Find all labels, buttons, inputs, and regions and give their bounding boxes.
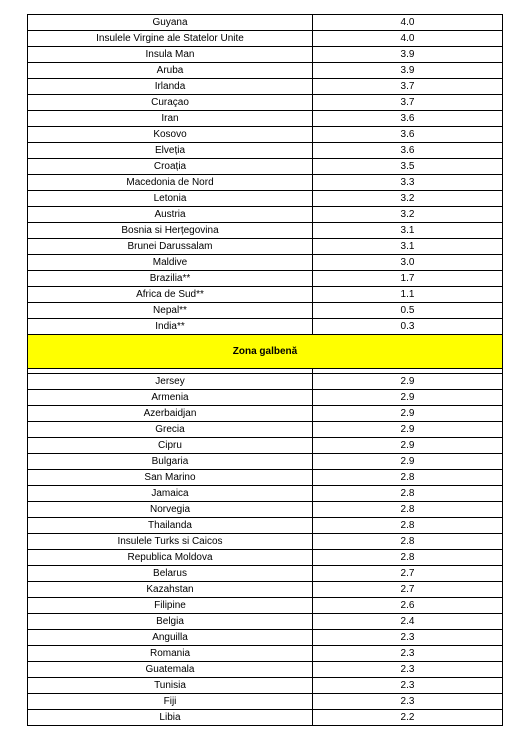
country-rate-table xyxy=(27,14,503,726)
value-cell: 2.8 xyxy=(313,534,503,550)
value-cell: 2.6 xyxy=(313,598,503,614)
country-cell: Insula Man xyxy=(28,47,313,63)
table-row xyxy=(28,191,503,207)
value-cell: 2.3 xyxy=(313,662,503,678)
value-cell: 2.8 xyxy=(313,486,503,502)
country-cell: Maldive xyxy=(28,255,313,271)
country-cell: Anguilla xyxy=(28,630,313,646)
value-cell: 3.6 xyxy=(313,111,503,127)
table-row xyxy=(28,454,503,470)
table-row xyxy=(28,646,503,662)
country-cell: Curaçao xyxy=(28,95,313,111)
section-title: Zona galbenă xyxy=(28,335,503,369)
value-cell: 3.2 xyxy=(313,191,503,207)
table-row xyxy=(28,486,503,502)
table-row xyxy=(28,438,503,454)
value-cell: 3.6 xyxy=(313,143,503,159)
value-cell: 3.5 xyxy=(313,159,503,175)
country-cell: Aruba xyxy=(28,63,313,79)
value-cell: 3.0 xyxy=(313,255,503,271)
table-row xyxy=(28,582,503,598)
country-cell: Letonia xyxy=(28,191,313,207)
table-row xyxy=(28,502,503,518)
table-row xyxy=(28,175,503,191)
value-cell: 4.0 xyxy=(313,31,503,47)
table-row xyxy=(28,319,503,335)
table-row xyxy=(28,15,503,31)
table-row xyxy=(28,207,503,223)
value-cell: 2.9 xyxy=(313,374,503,390)
country-cell: Bulgaria xyxy=(28,454,313,470)
table-row xyxy=(28,662,503,678)
country-cell: Filipine xyxy=(28,598,313,614)
top-rows xyxy=(28,15,503,335)
value-cell: 3.6 xyxy=(313,127,503,143)
country-cell: Insulele Turks si Caicos xyxy=(28,534,313,550)
table-row xyxy=(28,614,503,630)
table-row xyxy=(28,287,503,303)
table-row xyxy=(28,271,503,287)
table-row xyxy=(28,710,503,726)
value-cell: 2.9 xyxy=(313,454,503,470)
country-cell: Azerbaidjan xyxy=(28,406,313,422)
table-row xyxy=(28,470,503,486)
value-cell: 1.1 xyxy=(313,287,503,303)
value-cell: 2.8 xyxy=(313,550,503,566)
country-cell: Insulele Virgine ale Statelor Unite xyxy=(28,31,313,47)
table-row xyxy=(28,678,503,694)
table-row xyxy=(28,630,503,646)
country-cell: Nepal** xyxy=(28,303,313,319)
value-cell: 2.3 xyxy=(313,630,503,646)
country-cell: Austria xyxy=(28,207,313,223)
value-cell: 0.3 xyxy=(313,319,503,335)
table-row xyxy=(28,47,503,63)
country-cell: Fiji xyxy=(28,694,313,710)
country-cell: Tunisia xyxy=(28,678,313,694)
table-row xyxy=(28,422,503,438)
table-row xyxy=(28,694,503,710)
value-cell: 2.8 xyxy=(313,518,503,534)
country-cell: Republica Moldova xyxy=(28,550,313,566)
country-cell: Iran xyxy=(28,111,313,127)
value-cell: 2.8 xyxy=(313,502,503,518)
table-row xyxy=(28,550,503,566)
country-cell: Belarus xyxy=(28,566,313,582)
value-cell: 2.4 xyxy=(313,614,503,630)
country-cell: Brazilia** xyxy=(28,271,313,287)
country-cell: Brunei Darussalam xyxy=(28,239,313,255)
table-row xyxy=(28,303,503,319)
value-cell: 1.7 xyxy=(313,271,503,287)
country-cell: Guatemala xyxy=(28,662,313,678)
country-cell: Africa de Sud** xyxy=(28,287,313,303)
country-cell: Irlanda xyxy=(28,79,313,95)
value-cell: 4.0 xyxy=(313,15,503,31)
value-cell: 2.7 xyxy=(313,566,503,582)
country-cell: Macedonia de Nord xyxy=(28,175,313,191)
table-row xyxy=(28,223,503,239)
value-cell: 3.7 xyxy=(313,79,503,95)
table-row xyxy=(28,518,503,534)
value-cell: 2.2 xyxy=(313,710,503,726)
table-row xyxy=(28,79,503,95)
country-cell: Croația xyxy=(28,159,313,175)
value-cell: 2.9 xyxy=(313,390,503,406)
value-cell: 2.3 xyxy=(313,646,503,662)
table-row xyxy=(28,159,503,175)
value-cell: 2.9 xyxy=(313,438,503,454)
country-cell: Cipru xyxy=(28,438,313,454)
country-cell: Guyana xyxy=(28,15,313,31)
value-cell: 2.8 xyxy=(313,470,503,486)
country-cell: Grecia xyxy=(28,422,313,438)
country-cell: Norvegia xyxy=(28,502,313,518)
table-row xyxy=(28,390,503,406)
value-cell: 3.7 xyxy=(313,95,503,111)
table-row xyxy=(28,143,503,159)
table-row xyxy=(28,127,503,143)
value-cell: 2.7 xyxy=(313,582,503,598)
table-row xyxy=(28,566,503,582)
country-cell: San Marino xyxy=(28,470,313,486)
table-row xyxy=(28,31,503,47)
table-row xyxy=(28,374,503,390)
section-header-group xyxy=(28,335,503,374)
country-cell: Kosovo xyxy=(28,127,313,143)
value-cell: 3.1 xyxy=(313,223,503,239)
table-row xyxy=(28,406,503,422)
table-row xyxy=(28,111,503,127)
table-row xyxy=(28,95,503,111)
value-cell: 0.5 xyxy=(313,303,503,319)
country-cell: Elveția xyxy=(28,143,313,159)
table-row xyxy=(28,598,503,614)
country-cell: Bosnia si Herțegovina xyxy=(28,223,313,239)
section-row xyxy=(28,335,503,369)
table-row xyxy=(28,63,503,79)
table-row xyxy=(28,255,503,271)
country-cell: Belgia xyxy=(28,614,313,630)
country-cell: Armenia xyxy=(28,390,313,406)
bottom-rows xyxy=(28,374,503,726)
country-cell: Libia xyxy=(28,710,313,726)
country-cell: Jamaica xyxy=(28,486,313,502)
value-cell: 2.3 xyxy=(313,678,503,694)
country-cell: Thailanda xyxy=(28,518,313,534)
value-cell: 3.9 xyxy=(313,63,503,79)
value-cell: 3.9 xyxy=(313,47,503,63)
country-cell: Jersey xyxy=(28,374,313,390)
table-row xyxy=(28,534,503,550)
value-cell: 3.1 xyxy=(313,239,503,255)
table-row xyxy=(28,239,503,255)
country-cell: Kazahstan xyxy=(28,582,313,598)
value-cell: 2.9 xyxy=(313,406,503,422)
country-cell: India** xyxy=(28,319,313,335)
value-cell: 3.3 xyxy=(313,175,503,191)
value-cell: 2.3 xyxy=(313,694,503,710)
country-cell: Romania xyxy=(28,646,313,662)
value-cell: 2.9 xyxy=(313,422,503,438)
value-cell: 3.2 xyxy=(313,207,503,223)
